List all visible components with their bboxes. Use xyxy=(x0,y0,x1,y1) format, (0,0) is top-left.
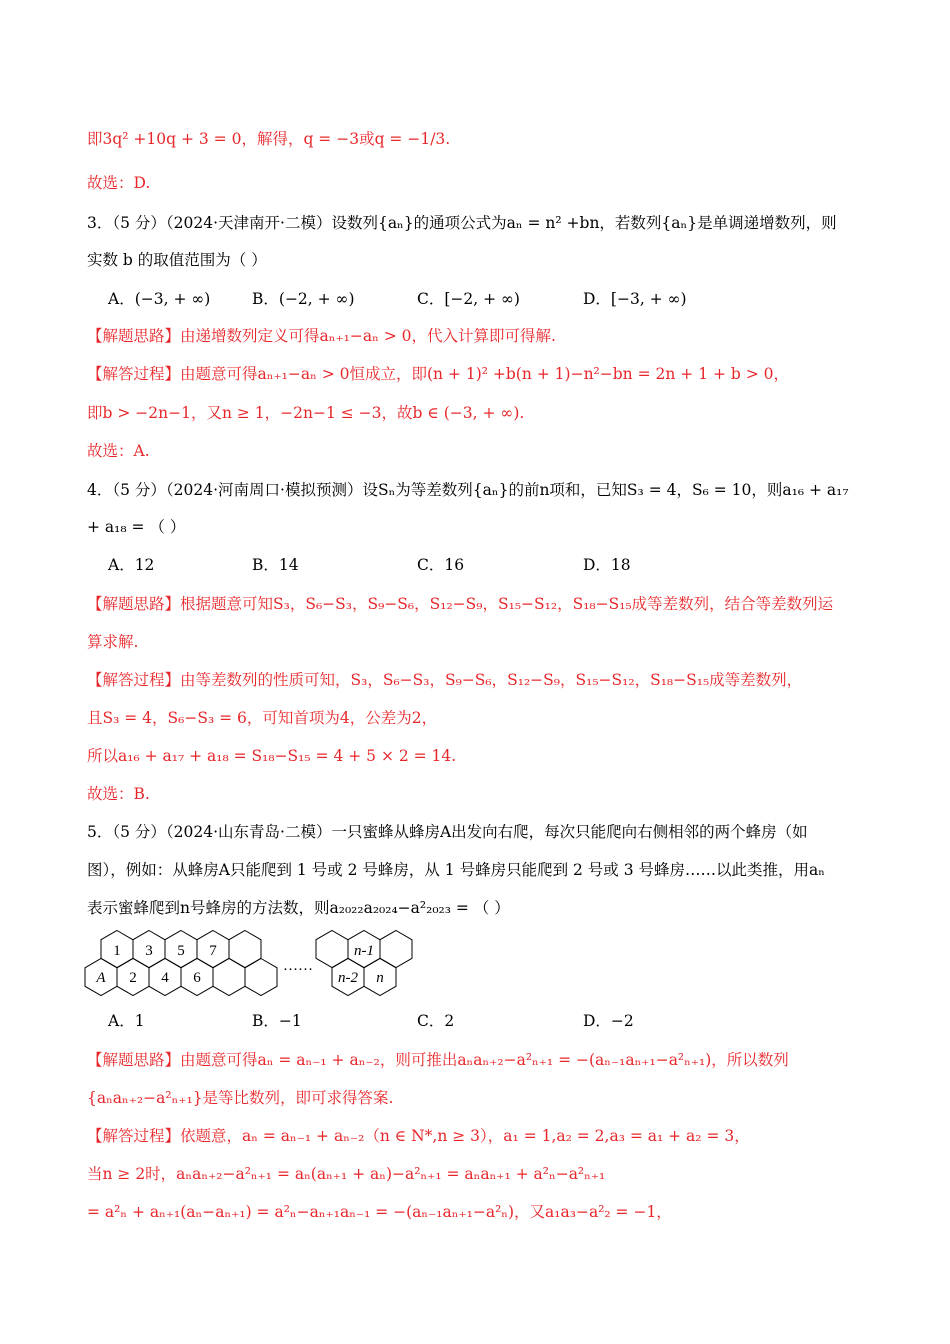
honeycomb-right-cells xyxy=(316,931,412,996)
q3-option-b: B．(−2, + ∞) xyxy=(252,290,355,308)
honeycomb-label-n-2: n-2 xyxy=(338,970,358,986)
text-line-22: 【解答过程】依题意，aₙ = aₙ₋₁ + aₙ₋₂（n ∈ N*,n ≥ 3），a₁ = 1,a₂ = 2,a₃ = a₁ + a₂ = 3， xyxy=(87,1127,750,1145)
text-line-1: 即3q² +10q + 3 = 0，解得，q = −3或q = −1/3. xyxy=(87,130,451,148)
text-line-13: 【解答过程】由等差数列的性质可知，S₃，S₆−S₃，S₉−S₆，S₁₂−S₉，S₁₅−S₁₂，S₁₈−S₁₅成等差数列， xyxy=(87,671,803,689)
honeycomb-label-4: 4 xyxy=(161,970,169,986)
q5-option-a: A．1 xyxy=(108,1012,145,1030)
honeycomb-label-7: 7 xyxy=(209,943,217,959)
honeycomb-label-3: 3 xyxy=(145,943,153,959)
text-line-14: 且S₃ = 4，S₆−S₃ = 6，可知首项为4，公差为2， xyxy=(87,709,438,727)
text-line-23: 当n ≥ 2时，aₙaₙ₊₂−a²ₙ₊₁ = aₙ(aₙ₊₁ + aₙ)−a²ₙ₊₁ = aₙaₙ₊₁ + a²ₙ−a²ₙ₊₁ xyxy=(87,1165,606,1183)
text-line-18: 图），例如：从蜂房A只能爬到 1 号或 2 号蜂房，从 1 号蜂房只能爬到 2 号或 3 号蜂房……以此类推，用aₙ xyxy=(87,861,825,879)
hex-bottom-5 xyxy=(213,959,245,996)
text-line-24: = a²ₙ + aₙ₊₁(aₙ−aₙ₊₁) = a²ₙ−aₙ₊₁aₙ₋₁ = −(aₙ₋₁aₙ₊₁−a²ₙ)，又a₁a₃−a²₂ = −1， xyxy=(87,1203,672,1221)
text-line-9: 4．（5 分）（2024·河南周口·模拟预测）设Sₙ为等差数列{aₙ}的前n项和，已知S₃ = 4，S₆ = 10，则a₁₆ + a₁₇ xyxy=(87,481,849,499)
q4-option-b: B．14 xyxy=(252,556,299,574)
honeycomb-label-n-1: n-1 xyxy=(354,943,374,959)
honeycomb-label-1: 1 xyxy=(113,943,121,959)
hex-right-top-1 xyxy=(316,931,348,968)
text-line-11: 【解题思路】根据题意可知S₃，S₆−S₃，S₉−S₆，S₁₂−S₉，S₁₅−S₁₂，S₁₈−S₁₅成等差数列，结合等差数列运 xyxy=(87,595,834,613)
hex-bottom-6 xyxy=(245,959,277,996)
text-line-7: 即b > −2n−1，又n ≥ 1，−2n−1 ≤ −3，故b ∈ (−3, + ∞). xyxy=(87,404,525,422)
q3-option-a: A．(−3, + ∞) xyxy=(108,290,211,308)
honeycomb-label-n: n xyxy=(376,970,384,986)
text-line-15: 所以a₁₆ + a₁₇ + a₁₈ = S₁₈−S₁₅ = 4 + 5 × 2 = 14. xyxy=(87,747,457,765)
q3-option-c: C．[−2, + ∞) xyxy=(417,290,520,308)
text-line-20: 【解题思路】由题意可得aₙ = aₙ₋₁ + aₙ₋₂，则可推出aₙaₙ₊₂−a²ₙ₊₁ = −(aₙ₋₁aₙ₊₁−a²ₙ₊₁)，所以数列 xyxy=(87,1051,789,1069)
honeycomb-label-2: 2 xyxy=(129,970,137,986)
text-line-2: 故选：D. xyxy=(87,174,151,192)
text-line-8: 故选：A. xyxy=(87,442,150,460)
q4-option-d: D．18 xyxy=(583,556,631,574)
text-line-16: 故选：B. xyxy=(87,785,150,803)
q5-option-c: C．2 xyxy=(417,1012,455,1030)
text-line-19: 表示蜜蜂爬到n号蜂房的方法数，则a₂₀₂₂a₂₀₂₄−a²₂₀₂₃ = （ ） xyxy=(87,899,510,917)
q5-option-b: B．−1 xyxy=(252,1012,302,1030)
honeycomb-label-a: A xyxy=(96,970,106,986)
q4-option-a: A．12 xyxy=(108,556,155,574)
hex-top-5 xyxy=(229,931,261,968)
honeycomb-label-6: 6 xyxy=(193,970,201,986)
text-line-12: 算求解. xyxy=(87,633,139,651)
text-line-4: 实数 b 的取值范围为（ ） xyxy=(87,251,267,269)
hex-right-top-3 xyxy=(380,931,412,968)
q4-option-c: C．16 xyxy=(417,556,465,574)
text-line-17: 5．（5 分）（2024·山东青岛·二模）一只蜜蜂从蜂房A出发向右爬，每次只能爬向右侧相邻的两个蜂房（如 xyxy=(87,823,808,841)
honeycomb-figure xyxy=(84,928,424,1000)
text-line-6: 【解答过程】由题意可得aₙ₊₁−aₙ > 0恒成立，即(n + 1)² +b(n + 1)−n²−bn = 2n + 1 + b > 0， xyxy=(87,365,790,383)
honeycomb-ellipsis: …… xyxy=(283,958,313,974)
text-line-21: {aₙaₙ₊₂−a²ₙ₊₁}是等比数列，即可求得答案. xyxy=(87,1089,394,1107)
text-line-5: 【解题思路】由递增数列定义可得aₙ₊₁−aₙ > 0，代入计算即可得解. xyxy=(87,327,556,345)
honeycomb-left-cells xyxy=(85,931,277,996)
text-line-3: 3．（5 分）（2024·天津南开·二模）设数列{aₙ}的通项公式为aₙ = n² +bn，若数列{aₙ}是单调递增数列，则 xyxy=(87,214,837,232)
text-line-10: + a₁₈ = （ ） xyxy=(87,518,186,536)
q3-option-d: D．[−3, + ∞) xyxy=(583,290,687,308)
q5-option-d: D．−2 xyxy=(583,1012,634,1030)
honeycomb-label-5: 5 xyxy=(177,943,185,959)
